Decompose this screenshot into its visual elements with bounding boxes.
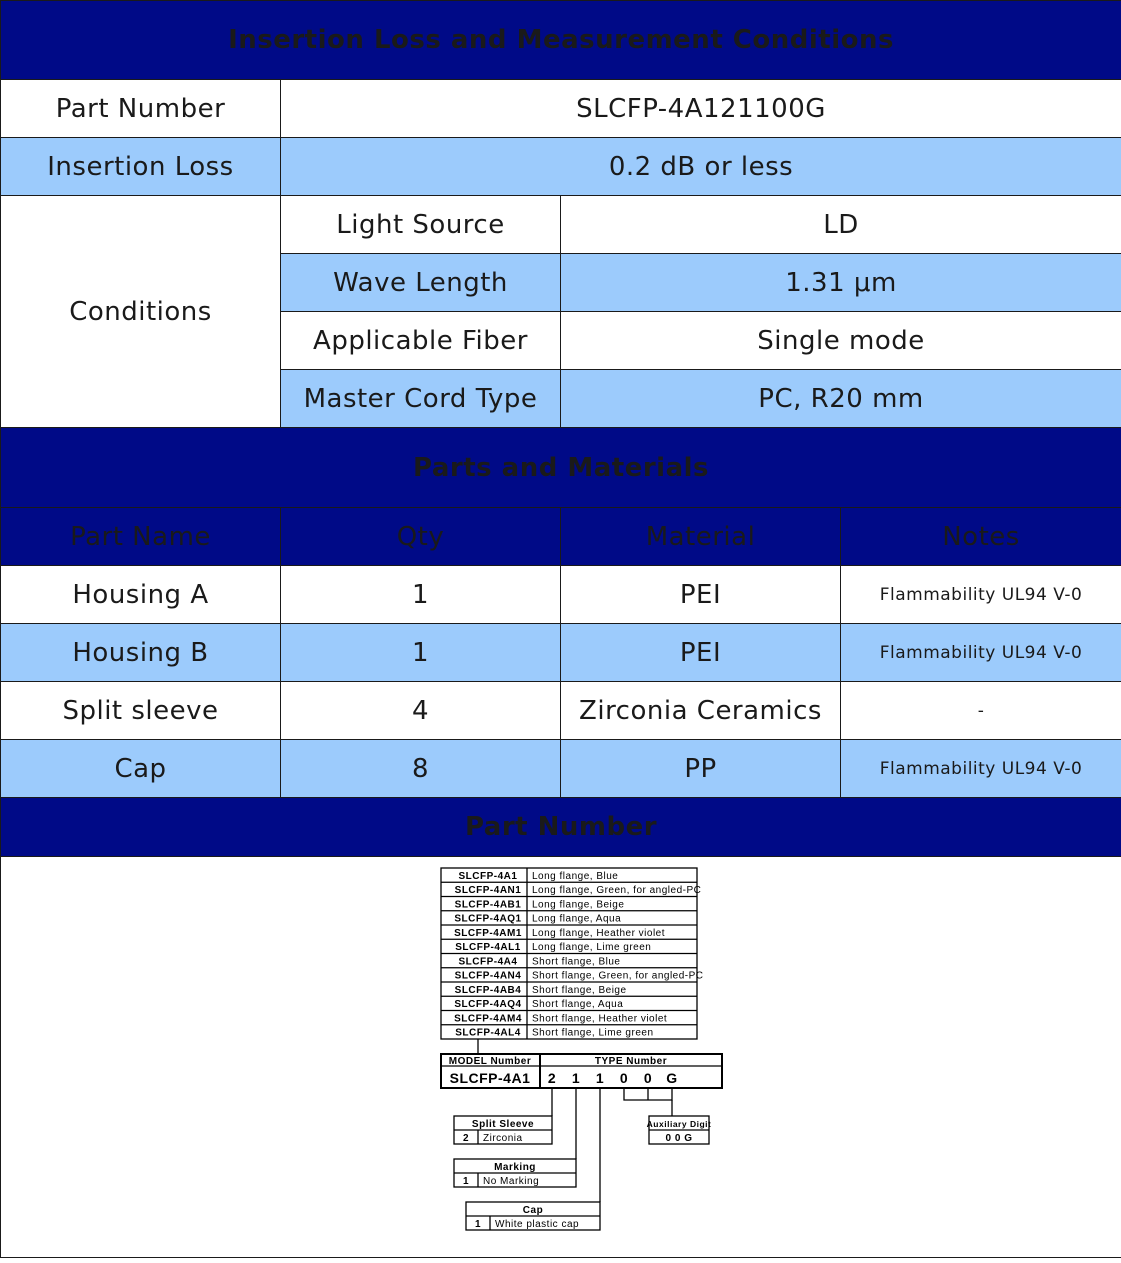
- type-digit: 0: [619, 1070, 628, 1086]
- column-header-material: Material: [561, 508, 841, 566]
- type-digit: 2: [547, 1070, 556, 1086]
- model-desc: Long flange, Beige: [531, 899, 624, 911]
- part-notes: Flammability UL94 V-0: [841, 566, 1121, 624]
- cap-desc: White plastic cap: [494, 1219, 579, 1230]
- type-digit: 1: [595, 1070, 604, 1086]
- model-number-label: MODEL Number: [448, 1056, 531, 1067]
- model-code: SLCFP-4AB4: [454, 984, 521, 996]
- model-code: SLCFP-4AL1: [454, 942, 521, 953]
- part-notes: Flammability UL94 V-0: [841, 624, 1121, 682]
- model-desc: Long flange, Aqua: [531, 913, 621, 925]
- table-row: [1, 624, 1121, 682]
- cap-code: 1: [474, 1219, 481, 1230]
- table-row: [1, 682, 1121, 740]
- part-material: Zirconia Ceramics: [561, 682, 841, 740]
- model-desc: Short flange, Green, for angled-PC: [531, 970, 704, 982]
- condition-label: Master Cord Type: [281, 370, 561, 428]
- model-desc: Short flange, Heather violet: [531, 1013, 667, 1025]
- model-code: SLCFP-4AQ4: [453, 999, 522, 1010]
- cap-title: Cap: [522, 1205, 543, 1216]
- model-code: SLCFP-4AQ1: [453, 913, 522, 925]
- marking-code: 1: [462, 1176, 469, 1187]
- split-sleeve-code: 2: [462, 1133, 469, 1144]
- part-material: PEI: [561, 566, 841, 624]
- split-sleeve-title: Split Sleeve: [471, 1119, 534, 1130]
- part-name: Cap: [1, 740, 281, 798]
- conditions-label: Conditions: [1, 196, 281, 428]
- marking-desc: No Marking: [482, 1176, 539, 1187]
- model-desc: Long flange, Lime green: [531, 942, 651, 953]
- model-code: SLCFP-4AN4: [454, 970, 521, 982]
- type-number-label: TYPE Number: [594, 1056, 667, 1067]
- column-header-qty: Qty: [281, 508, 561, 566]
- condition-label: Light Source: [281, 196, 561, 254]
- part-qty: 1: [281, 566, 561, 624]
- condition-value: Single mode: [561, 312, 1121, 370]
- part-qty: 4: [281, 682, 561, 740]
- condition-label: Wave Length: [281, 254, 561, 312]
- marking-title: Marking: [493, 1162, 536, 1173]
- model-desc: Short flange, Lime green: [531, 1027, 654, 1039]
- part-name: Housing B: [1, 624, 281, 682]
- part-qty: 1: [281, 624, 561, 682]
- model-code: SLCFP-4AN1: [454, 885, 521, 896]
- part-number-diagram: [2, 857, 1121, 1250]
- part-name: Housing A: [1, 566, 281, 624]
- part-notes: Flammability UL94 V-0: [841, 740, 1121, 798]
- part-name: Split sleeve: [1, 682, 281, 740]
- split-sleeve-desc: Zirconia: [482, 1133, 523, 1144]
- model-desc: Long flange, Heather violet: [531, 927, 665, 939]
- model-desc: Short flange, Blue: [531, 956, 621, 968]
- model-code: SLCFP-4A1: [458, 870, 517, 882]
- insertion-loss-value: 0.2 dB or less: [281, 138, 1121, 196]
- part-qty: 8: [281, 740, 561, 798]
- model-desc: Short flange, Aqua: [531, 999, 623, 1010]
- model-value: SLCFP-4A1: [449, 1070, 530, 1086]
- model-code: SLCFP-4A4: [458, 956, 517, 968]
- part-material: PEI: [561, 624, 841, 682]
- insertion-section-title: Insertion Loss and Measurement Conditions: [1, 1, 1121, 80]
- condition-value: 1.31 μm: [561, 254, 1121, 312]
- part-notes: -: [841, 682, 1121, 740]
- model-list: [454, 871, 703, 1039]
- condition-value: LD: [561, 196, 1121, 254]
- part-number-diagram-cell: [1, 857, 1121, 1258]
- model-code: SLCFP-4AB1: [454, 899, 521, 911]
- column-header-notes: Notes: [841, 508, 1121, 566]
- model-code: SLCFP-4AM4: [453, 1013, 522, 1025]
- model-desc: Long flange, Blue: [531, 870, 618, 882]
- part-number-label: Part Number: [1, 80, 281, 138]
- part-number-value: SLCFP-4A121100G: [281, 80, 1121, 138]
- model-desc: Short flange, Beige: [531, 984, 627, 996]
- type-digits: [547, 1070, 677, 1086]
- part-number-section-title: Part Number: [1, 798, 1121, 857]
- parts-section-title: Parts and Materials: [1, 428, 1121, 508]
- condition-value: PC, R20 mm: [561, 370, 1121, 428]
- type-digit: 1: [571, 1070, 580, 1086]
- part-material: PP: [561, 740, 841, 798]
- condition-label: Applicable Fiber: [281, 312, 561, 370]
- type-digit: G: [665, 1070, 678, 1086]
- auxiliary-title: Auxiliary Digit: [646, 1119, 711, 1129]
- model-code: SLCFP-4AL4: [454, 1027, 521, 1039]
- table-row: [1, 566, 1121, 624]
- table-row: [1, 740, 1121, 798]
- model-desc: Long flange, Green, for angled-PC: [531, 885, 701, 896]
- auxiliary-value: 0 0 G: [665, 1133, 692, 1144]
- insertion-loss-label: Insertion Loss: [1, 138, 281, 196]
- column-header-part-name: Part Name: [1, 508, 281, 566]
- model-code: SLCFP-4AM1: [453, 927, 522, 939]
- type-digit: 0: [643, 1070, 652, 1086]
